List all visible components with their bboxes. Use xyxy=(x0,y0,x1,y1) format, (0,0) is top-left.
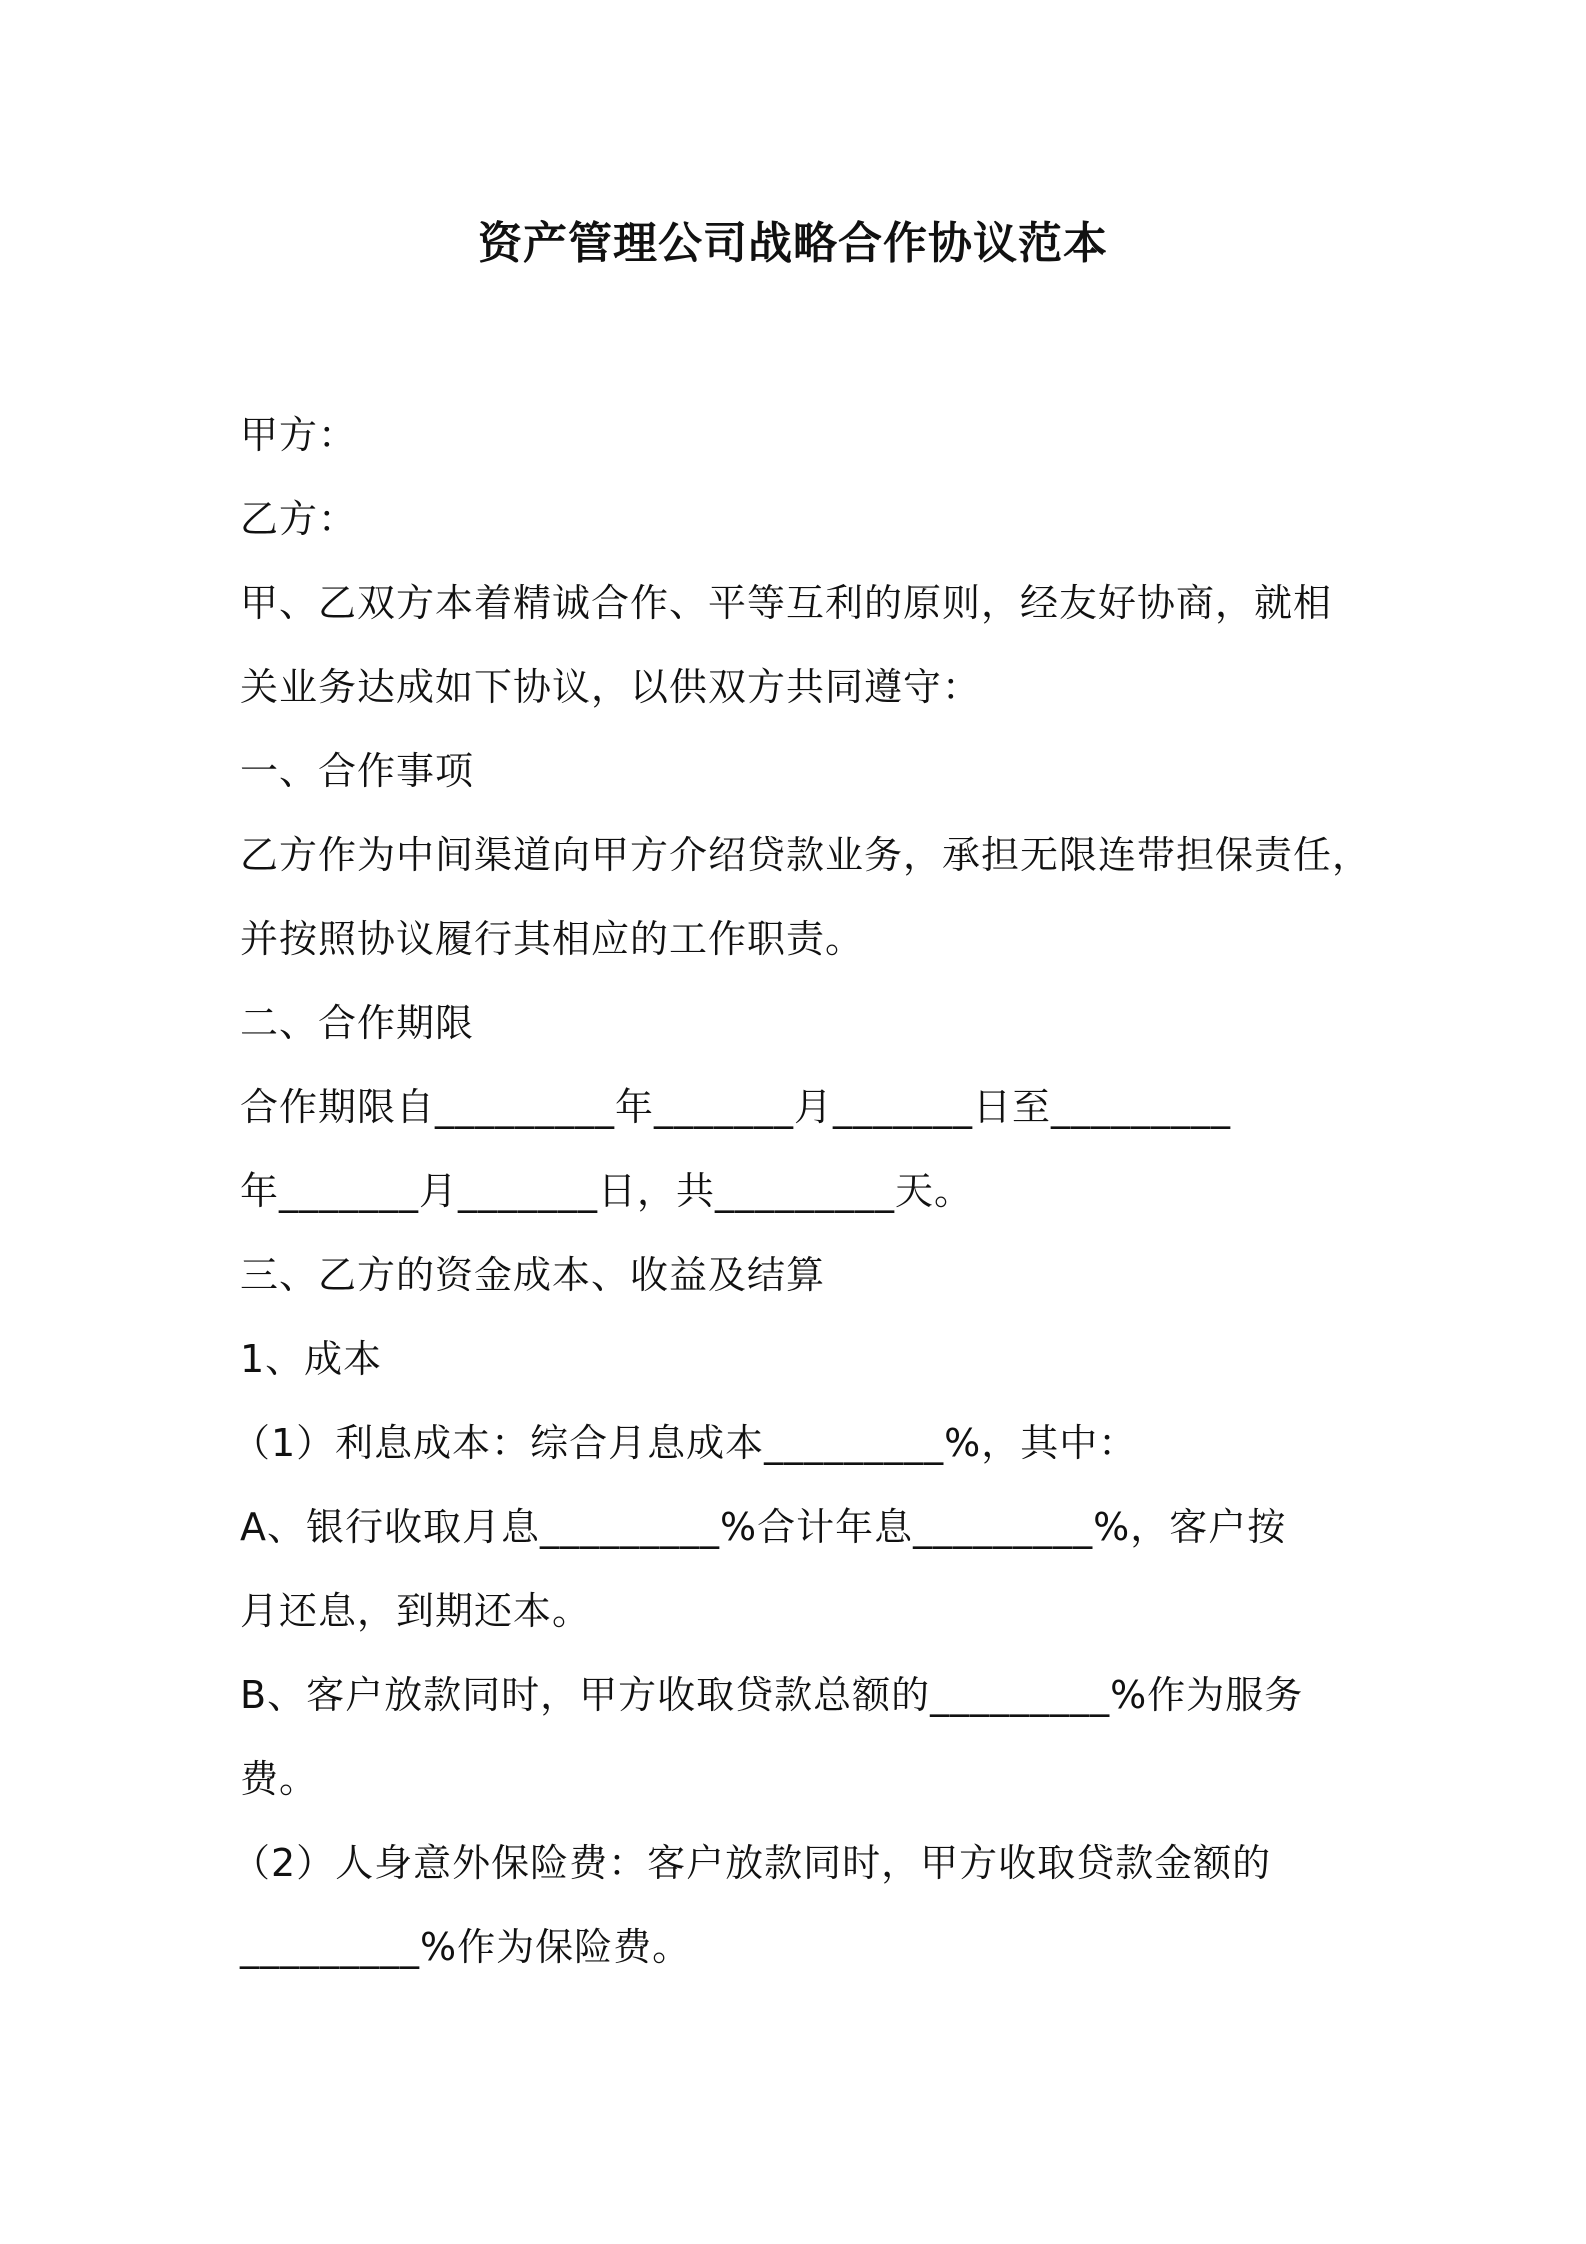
preamble-line-1: 甲、乙双方本着精诚合作、平等互利的原则，经友好协商，就相 xyxy=(240,581,1333,625)
party-a-line: 甲方： xyxy=(240,413,358,457)
section-1-text-line-2: 并按照协议履行其相应的工作职责。 xyxy=(240,917,865,961)
interest-cost-line: （1）利息成本：综合月息成本_________%，其中： xyxy=(232,1421,1138,1465)
section-1-text-line-1: 乙方作为中间渠道向甲方介绍贷款业务，承担无限连带担保责任， xyxy=(240,833,1372,877)
section-2-heading: 二、合作期限 xyxy=(240,1001,475,1045)
party-b-line: 乙方： xyxy=(240,497,358,541)
document-title: 资产管理公司战略合作协议范本 xyxy=(478,218,1108,269)
subsection-cost-heading: 1、成本 xyxy=(240,1337,383,1381)
term-line-1: 合作期限自_________年_______月_______日至_________ xyxy=(240,1085,1232,1129)
item-a-line-2: 月还息，到期还本。 xyxy=(240,1589,592,1633)
item-b-line-1: B、客户放款同时，甲方收取贷款总额的_________%作为服务 xyxy=(240,1673,1304,1717)
item-b-line-2: 费。 xyxy=(240,1757,319,1801)
section-3-heading: 三、乙方的资金成本、收益及结算 xyxy=(240,1253,826,1297)
insurance-line-2: _________%作为保险费。 xyxy=(240,1925,692,1969)
section-1-heading: 一、合作事项 xyxy=(240,749,475,793)
preamble-line-2: 关业务达成如下协议，以供双方共同遵守： xyxy=(240,665,982,709)
item-a-line-1: A、银行收取月息_________%合计年息_________%，客户按 xyxy=(240,1505,1287,1549)
insurance-line-1: （2）人身意外保险费：客户放款同时，甲方收取贷款金额的 xyxy=(232,1841,1272,1885)
term-line-2: 年_______月_______日，共_________天。 xyxy=(240,1169,974,1213)
